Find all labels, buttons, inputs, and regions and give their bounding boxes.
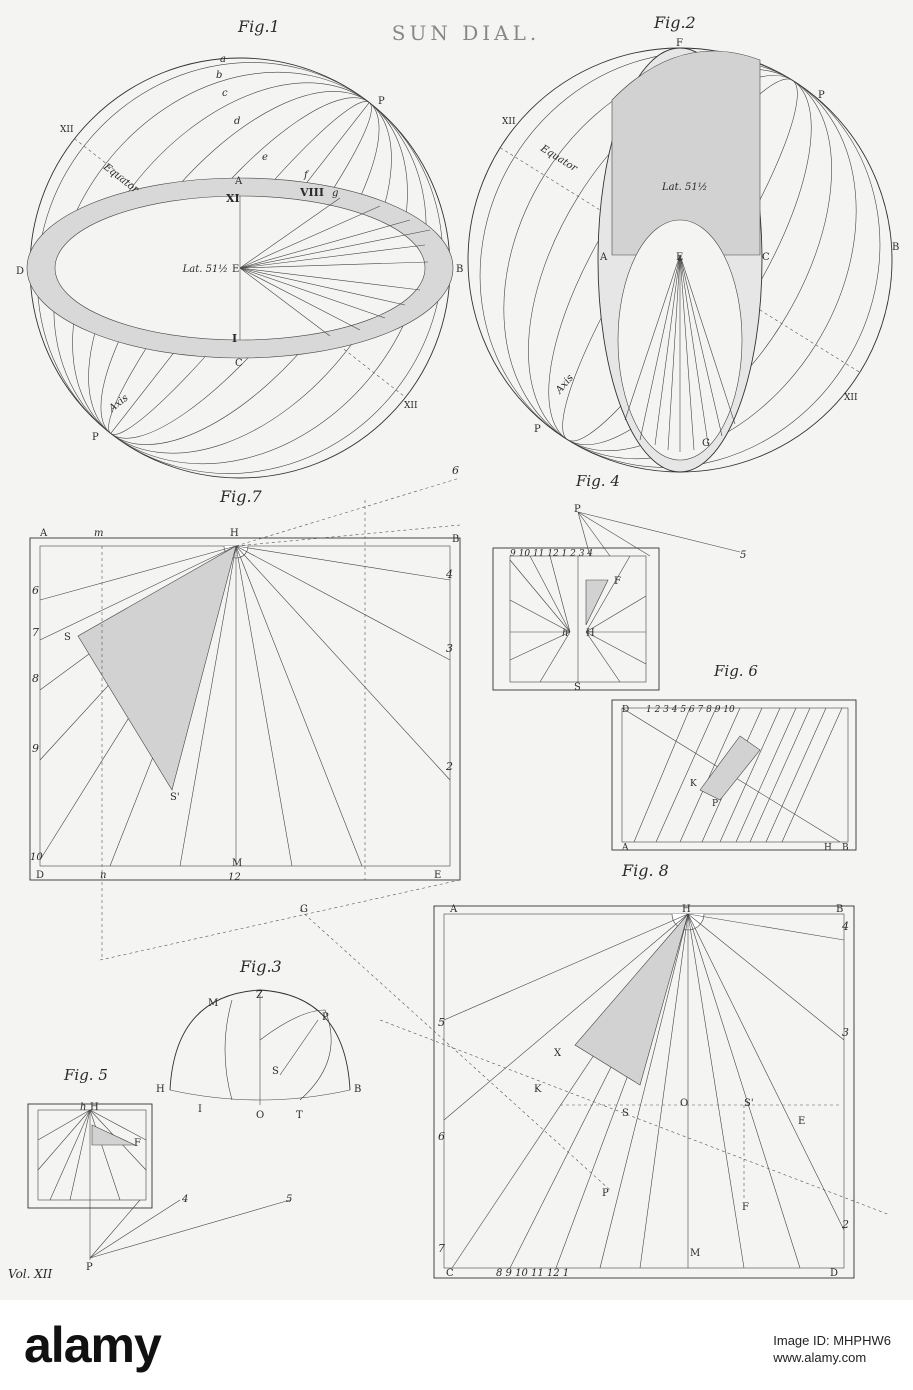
fig1-point-c: C: [235, 358, 243, 369]
fig8-point-m: M: [690, 1248, 701, 1259]
fig7-point-m: M: [232, 858, 243, 869]
fig3-point-s: S: [272, 1066, 279, 1077]
fig1-caption: Fig.1: [238, 17, 280, 36]
fig3-point-m: M: [208, 998, 219, 1009]
stock-watermark-footer: [0, 1300, 913, 1390]
fig7-m: m: [94, 528, 104, 539]
fig7-point-e: E: [434, 870, 442, 881]
fig7-point-s: S: [64, 632, 71, 643]
fig3-point-p: P: [322, 1012, 329, 1023]
fig8-left-7: 7: [438, 1242, 445, 1255]
plate-volume: Vol. XII: [8, 1267, 53, 1281]
fig7-point-d: D: [36, 870, 45, 881]
fig5-point-h: H: [90, 1102, 99, 1113]
image-id-label: Image ID: MHPHW6: [773, 1333, 891, 1348]
fig4-point-5: 5: [740, 550, 747, 561]
fig2-xii: XII: [502, 117, 516, 127]
fig3-point-t: T: [296, 1110, 303, 1121]
fig1-f: f: [304, 170, 308, 181]
fig2-point-e: E: [676, 252, 684, 263]
fig7-top-6: 6: [452, 464, 459, 477]
fig5-diagram: [28, 1066, 292, 1273]
fig8-point-c: C: [446, 1268, 454, 1279]
fig7-left-10: 10: [30, 852, 43, 863]
fig3-point-o: O: [256, 1110, 265, 1121]
fig4-diagram: [493, 472, 746, 693]
fig1-xii-left: XII: [60, 125, 74, 135]
fig8-point-k: K: [534, 1084, 542, 1095]
fig7-bottom-12: 12: [228, 872, 241, 883]
fig7-point-a: A: [40, 528, 48, 539]
fig3-point-z: Z: [256, 990, 263, 1001]
fig1-xii-right: XII: [404, 401, 418, 411]
fig8-point-b: B: [836, 904, 844, 915]
fig5-point-p: P: [86, 1262, 93, 1273]
fig1-pole-p-lower: P: [92, 432, 99, 443]
fig1-d: d: [234, 116, 241, 127]
fig7-point-h: H: [230, 528, 239, 539]
plate-title: SUN DIAL.: [391, 21, 541, 45]
fig3-caption: Fig.3: [240, 957, 282, 976]
fig6-point-d: D: [622, 705, 630, 715]
fig2-lat: Lat. 51½: [662, 182, 708, 193]
fig1-b: b: [216, 70, 223, 81]
fig1-c: c: [222, 88, 228, 99]
fig7-left-7: 7: [32, 626, 39, 639]
fig5-point-h-small: h: [80, 1102, 87, 1113]
fig7-bottom-n: n: [100, 870, 107, 881]
fig6-point-h: H: [824, 843, 832, 853]
fig4-top-numbers: 9 10 11 12 1 2 3 4: [510, 549, 594, 559]
fig1-e: e: [262, 152, 268, 163]
fig1-numeral-i: I: [232, 332, 238, 345]
fig5-point-f: F: [134, 1138, 141, 1149]
fig1-axis: Axis: [107, 392, 131, 415]
fig2-point-p-lower: P: [534, 424, 541, 435]
fig8-diagram: [300, 861, 890, 1279]
fig2-point-f: F: [676, 38, 683, 49]
fig6-point-k: K: [690, 779, 697, 789]
fig1-a: a: [220, 54, 226, 65]
fig7-right-2: 2: [446, 760, 453, 773]
fig8-point-s-prime: S': [744, 1098, 754, 1109]
fig2-equator: Equator: [538, 143, 579, 175]
fig2-sphere: [388, 0, 913, 552]
fig5-point-5: 5: [286, 1194, 293, 1205]
fig4-point-p: P: [574, 504, 581, 515]
fig8-right-2: 2: [842, 1218, 849, 1231]
fig3-point-b: B: [354, 1084, 362, 1095]
fig8-point-g: G: [300, 904, 308, 915]
fig6-caption: Fig. 6: [714, 662, 758, 680]
fig8-point-d: D: [830, 1268, 839, 1279]
image-id-block: [773, 1332, 891, 1366]
fig3-diagram: [156, 957, 361, 1121]
fig6-point-p: P: [712, 799, 719, 809]
fig8-point-h: H: [682, 904, 691, 915]
alamy-logo-text: alamy: [24, 1317, 161, 1373]
site-url: www.alamy.com: [773, 1350, 867, 1365]
fig8-right-4: 4: [842, 920, 849, 933]
fig5-point-4: 4: [182, 1194, 189, 1205]
fig1-sphere: [0, 0, 535, 563]
fig1-point-a: A: [235, 176, 243, 187]
fig8-point-x: X: [554, 1048, 562, 1059]
fig1-numeral-xi: XI: [226, 192, 240, 205]
fig2-point-g: G: [702, 438, 710, 449]
fig4-point-h: H: [586, 628, 595, 639]
fig1-lat: Lat. 51½: [182, 264, 228, 275]
fig7-caption: Fig.7: [220, 487, 262, 506]
fig3-point-h: H: [156, 1084, 165, 1095]
fig6-diagram: [612, 662, 856, 853]
fig2-point-c: C: [762, 252, 770, 263]
fig8-right-3: 3: [842, 1026, 849, 1039]
fig6-top-numbers: 1 2 3 4 5 6 7 8 9 10: [646, 705, 735, 715]
fig7-right-3: 3: [446, 642, 453, 655]
fig1-numeral-viii: VIII: [300, 186, 324, 199]
fig2-point-a: A: [600, 252, 608, 263]
fig7-left-8: 8: [32, 672, 39, 685]
fig4-caption: Fig. 4: [576, 472, 620, 490]
fig2-point-b: B: [892, 242, 900, 253]
fig2-point-p: P: [818, 90, 825, 101]
fig8-point-f: F: [742, 1202, 749, 1213]
fig8-left-6: 6: [438, 1130, 445, 1143]
fig7-left-9: 9: [32, 742, 39, 755]
fig2-axis: Axis: [553, 372, 576, 396]
fig4-point-h-small: h: [562, 628, 569, 639]
fig8-left-5: 5: [438, 1016, 445, 1029]
fig8-point-o: O: [680, 1098, 689, 1109]
fig8-point-a: A: [450, 904, 458, 915]
fig8-point-p: P: [602, 1188, 609, 1199]
fig3-point-i: I: [198, 1104, 202, 1115]
fig6-point-a: A: [622, 843, 629, 853]
fig1-point-b: B: [456, 264, 464, 275]
fig4-point-s: S: [574, 682, 581, 693]
fig1-equator: Equator: [101, 161, 141, 196]
fig2-caption: Fig.2: [654, 13, 696, 32]
fig8-point-e: E: [798, 1116, 806, 1127]
fig1-g: g: [332, 188, 339, 199]
fig7-left-6: 6: [32, 584, 39, 597]
fig1-point-d: D: [16, 266, 25, 277]
fig6-point-b: B: [842, 843, 849, 853]
fig7-diagram: [30, 464, 460, 960]
fig4-point-f: F: [614, 576, 621, 587]
fig8-bottom-numbers: 8 9 10 11 12 1: [496, 1268, 570, 1279]
fig1-point-e: E: [232, 264, 240, 275]
fig7-right-4: 4: [446, 568, 453, 581]
fig7-point-s-prime: S': [170, 792, 180, 803]
fig8-point-s: S: [622, 1108, 629, 1119]
fig7-point-b: B: [452, 534, 460, 545]
fig8-caption: Fig. 8: [622, 861, 669, 880]
fig5-caption: Fig. 5: [64, 1066, 108, 1084]
alamy-logo: [24, 1316, 161, 1374]
fig1-pole-p: P: [378, 96, 385, 107]
fig2-xii-lower: XII: [844, 393, 858, 403]
